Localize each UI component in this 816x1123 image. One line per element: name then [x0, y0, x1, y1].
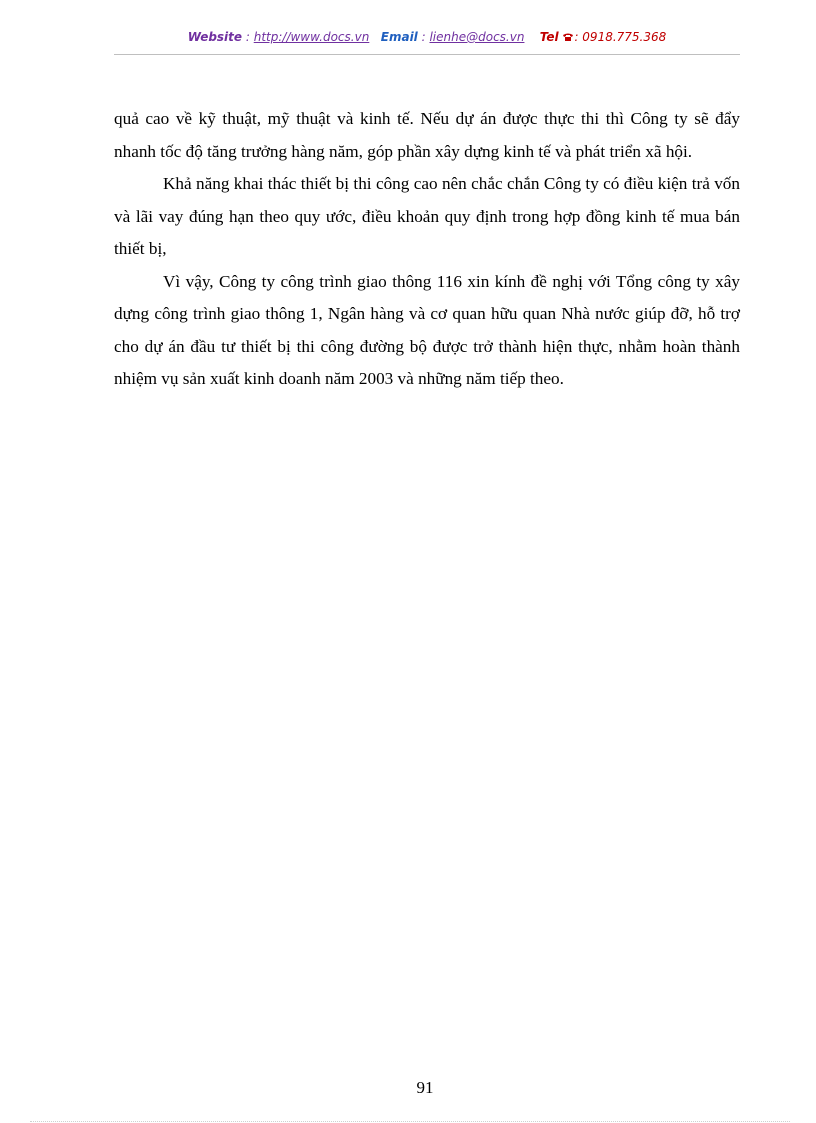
email-separator: : — [417, 30, 430, 44]
header-divider — [114, 54, 740, 55]
document-body — [114, 103, 740, 396]
page-number: 91 — [416, 1078, 434, 1097]
paragraph-2: Khả năng khai thác thiết bị thi công cao nên chắc chắn Công ty có điều kiện trả vốn và lãi vay đúng hạn theo quy ước, điều khoản quy định trong hợp đồng kinh tế mua bán thiết bị, — [114, 174, 740, 258]
paragraph-3: Vì vậy, Công ty công trình giao thông 116 xin kính đề nghị với Tổng công ty xây dựng công trình giao thông 1, Ngân hàng và cơ quan hữu quan Nhà nước giúp đỡ, hỗ trợ cho dự án đầu tư thiết bị thi công đường bộ được trở thành hiện thực, nhằm hoàn thành nhiệm vụ sản xuất kinh doanh năm 2003 và những năm tiếp theo. — [114, 271, 740, 388]
footer-divider — [30, 1121, 790, 1122]
website-link[interactable]: http://www.docs.vn — [253, 30, 370, 44]
website-separator: : — [242, 30, 254, 44]
page-header — [114, 28, 740, 46]
tel-label: Tel — [539, 30, 559, 44]
email-label: Email — [380, 30, 418, 44]
website-label: Website — [187, 30, 243, 44]
paragraph-1: quả cao về kỹ thuật, mỹ thuật và kinh tế. Nếu dự án được thực thi thì Công ty sẽ đẩy nhanh tốc độ tăng trưởng hàng năm, góp phần xây dựng kinh tế và phát triển xã hội. — [114, 109, 740, 161]
phone-icon — [562, 29, 574, 39]
tel-number: : 0918.775.368 — [574, 30, 667, 44]
email-link[interactable]: lienhe@docs.vn — [429, 30, 525, 44]
